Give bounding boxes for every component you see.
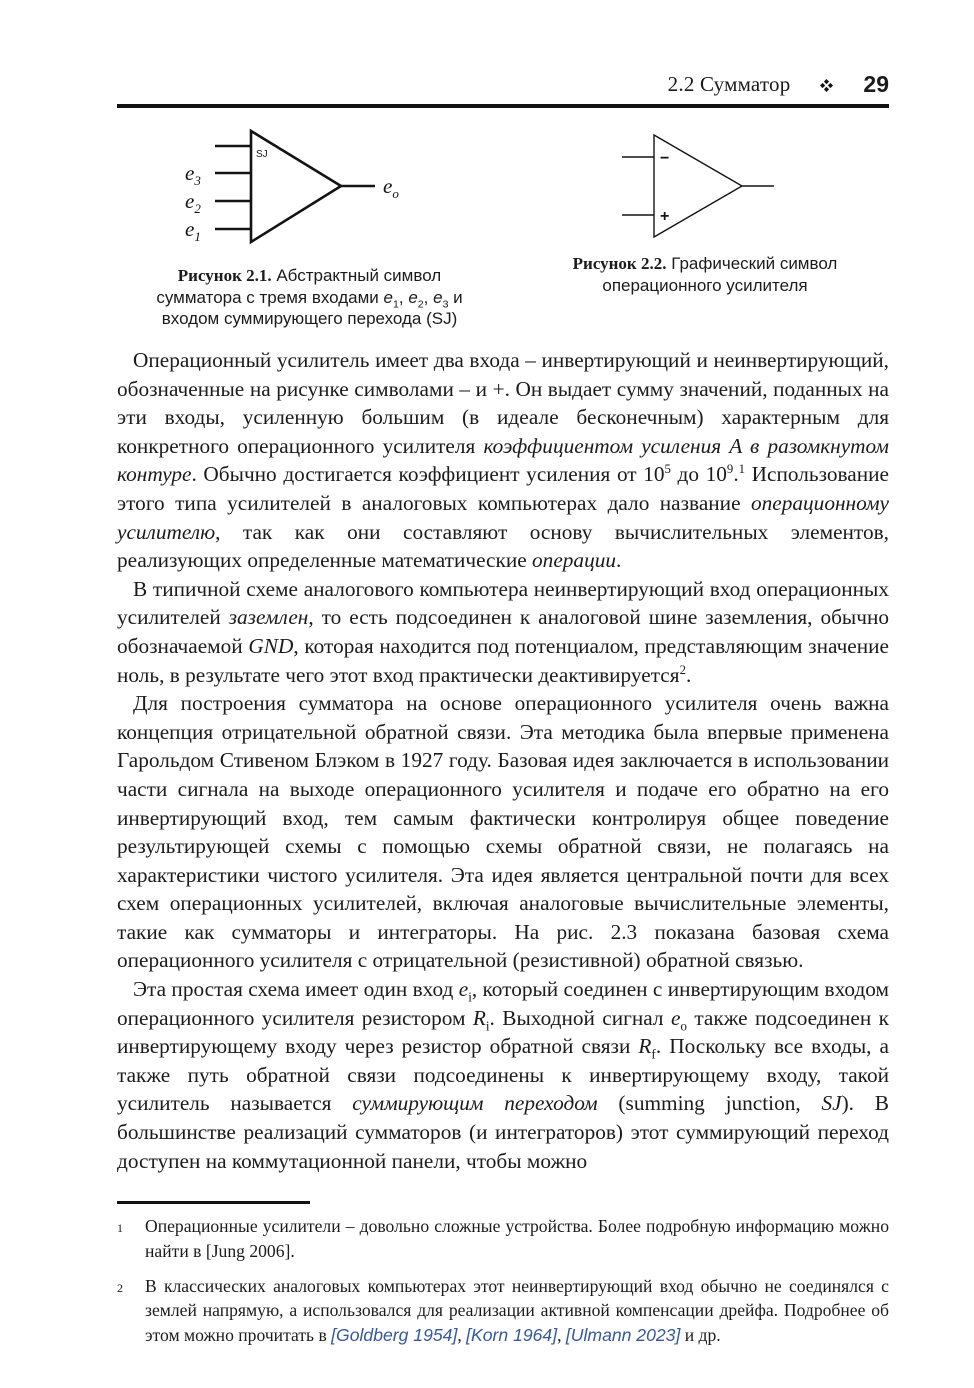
plus-sign-label: +: [660, 208, 670, 225]
text-segment: В классических аналоговых компьютерах этот неинвертирующий вход обычно не соединялся с землей напрямую, а использовался для реализации активной компенсации дрейфа. Подробнее об этом можно прочитать в: [145, 1276, 889, 1345]
text-segment: , который соединен с инвертирующим входом операционного усилителя резистором: [117, 977, 889, 1030]
text-segment: Рисунок 2.1.: [177, 266, 272, 285]
footnote-text: [145, 1274, 889, 1347]
text-segment: . Выходной сигнал: [489, 1005, 671, 1030]
text-segment: Операционные усилители – довольно сложные устройства. Более подробную информацию можно найти в [Jung 2006].: [145, 1216, 889, 1261]
footnote-text: [145, 1214, 889, 1263]
footnote-marker: 1: [117, 1221, 123, 1236]
text-segment: заземлен: [228, 605, 309, 630]
text-segment: Использование этого типа усилителей в аналоговых компьютерах дало название: [117, 462, 889, 515]
text-segment: R: [638, 1034, 652, 1059]
text-segment: o: [680, 1017, 687, 1033]
summer-triangle: [251, 131, 341, 242]
footnote-separator-rule: [117, 1201, 310, 1204]
body-text: [117, 346, 889, 1175]
text-segment: ,: [457, 1324, 467, 1345]
input-label-e2: [185, 189, 201, 216]
text-segment: Абстрактный символ сумматора с тремя входами: [156, 266, 442, 307]
text-segment: Эта простая схема имеет один вход: [133, 977, 459, 1002]
label-sub: 2: [193, 201, 201, 216]
text-segment: R: [472, 1005, 486, 1030]
footnote-marker: 2: [117, 1281, 123, 1296]
text-segment: операции: [532, 548, 617, 573]
reference-link[interactable]: [Goldberg 1954]: [331, 1324, 458, 1345]
text-segment: , так как они составляют основу вычислительных элементов, реализующих определенные математические: [117, 519, 889, 573]
figure-2-2: [521, 126, 889, 334]
text-segment: . Обычно достигается коэффициент усиления от 10: [191, 462, 665, 487]
label-base: e: [184, 161, 194, 185]
opamp-symbol-diagram: [620, 132, 790, 244]
label-sub: o: [391, 186, 399, 201]
text-segment: и входом суммирующего перехода (SJ): [161, 287, 463, 328]
paragraph-4: [117, 975, 889, 1175]
text-segment: ,: [423, 287, 434, 307]
summer-abstract-symbol-diagram: [155, 126, 465, 256]
text-segment: ,: [398, 287, 409, 307]
text-segment: e: [383, 287, 393, 307]
text-segment: i: [485, 1017, 490, 1033]
text-segment: 5: [664, 462, 671, 477]
page-number: 29: [863, 70, 889, 97]
label-base: e: [382, 174, 392, 198]
text-segment: . Поскольку все входы, а также путь обратной связи подсоединены к инвертирующему входу, такой усилитель называется: [117, 1034, 889, 1116]
text-segment: SJ: [821, 1091, 842, 1116]
text-segment: 2: [417, 297, 424, 310]
sj-port-label: SJ: [255, 149, 268, 160]
text-segment: и др.: [680, 1324, 721, 1345]
text-segment: e: [433, 287, 443, 307]
text-segment: также подсоединен к инвертирующему входу через резистор обратной связи: [117, 1005, 890, 1059]
text-segment: , то есть подсоединен к аналоговой шине заземления, обычно обозначаемой: [117, 605, 889, 658]
label-sub: 1: [193, 229, 201, 244]
text-segment: .: [733, 462, 739, 487]
text-segment: В типичной схеме аналогового компьютера неинвертирующий вход операционных усилителей: [117, 576, 889, 630]
footnote-1: [117, 1214, 889, 1263]
input-label-e3: [185, 161, 201, 188]
text-segment: GND: [248, 633, 294, 658]
text-segment: f: [651, 1046, 656, 1062]
text-segment: (summing junction,: [597, 1091, 822, 1116]
minus-sign-label: −: [660, 150, 670, 167]
reference-link[interactable]: [Ulmann 2023]: [565, 1324, 681, 1345]
text-segment: 3: [442, 297, 449, 310]
label-sub: 3: [193, 173, 201, 188]
text-segment: 2: [679, 662, 686, 677]
label-base: e: [184, 217, 194, 241]
text-segment: Операционный усилитель имеет два входа – инвертирующий и неинвертирующий, обозначенные на рисунке символами – и +. Он выдает сумму значений, поданных на эти входы, усиленную большим (в идеале бесконечным) характерным для конкретного операционного усилителя: [117, 348, 889, 458]
figure-2-1: [117, 126, 502, 334]
input-label-e1: [185, 217, 201, 244]
text-segment: e: [458, 977, 469, 1002]
figure-2-2-caption: [555, 253, 855, 296]
label-base: e: [184, 189, 194, 213]
text-segment: коэффициентом усиления A в разомкнутом контуре: [117, 433, 889, 487]
text-segment: 9: [726, 462, 734, 477]
output-label-eo: [383, 174, 399, 201]
text-segment: .: [685, 662, 692, 687]
page-header: [117, 70, 889, 98]
text-segment: e: [408, 287, 418, 307]
text-segment: Графический символ операционного усилителя: [602, 254, 838, 295]
text-segment: до 10: [670, 462, 727, 487]
text-segment: Рисунок 2.2.: [572, 254, 667, 273]
figure-2-1-caption: [137, 265, 483, 330]
running-head-section: 2.2 Сумматор: [667, 71, 791, 96]
text-segment: Для построения сумматора на основе операционного усилителя очень важна концепция отрицательной обратной связи. Эта методика была впервые применена Гарольдом Стивеном Блэком в 1927 году. Базовая идея заключается в использовании части сигнала на выходе операционного усилителя и подаче его обратно на его инвертирующий вход, тем самым фактически контролируя общее поведение результирующей схемы с помощью схемы обратной связи, не полагаясь на характеристики чистого усилителя. Эта идея является центральной почти для всех схем операционных усилителей, включая аналоговые вычислительные элементы, такие как сумматоры и интеграторы. На рис. 2.3 показана базовая схема операционного усилителя с отрицательной (резистивной) обратной связью.: [117, 691, 889, 973]
quad-diamond-ornament-icon: [820, 79, 833, 92]
text-segment: ,: [557, 1324, 566, 1345]
paragraph-1: [117, 346, 889, 575]
text-segment: 1: [393, 297, 399, 310]
text-segment: , которая находится под потенциалом, представляющим значение ноль, в результате чего этот вход практически деактивируется: [117, 633, 889, 687]
paragraph-3: [117, 689, 889, 975]
text-segment: .: [616, 548, 622, 573]
footnotes-block: [117, 1201, 889, 1347]
text-segment: ). В большинстве реализаций сумматоров (и интеграторов) этот суммирующий переход доступен на коммутационной панели, чтобы можно: [117, 1091, 889, 1173]
paragraph-2: [117, 575, 889, 689]
text-segment: операционному усилителю: [117, 490, 889, 544]
text-segment: 1: [738, 462, 746, 477]
reference-link[interactable]: [Korn 1964]: [466, 1324, 558, 1345]
figures-row: [117, 126, 889, 334]
text-segment: суммирующим переходом: [352, 1091, 598, 1116]
header-rule: [117, 104, 889, 108]
footnote-2: [117, 1274, 889, 1347]
text-segment: i: [468, 989, 472, 1005]
text-segment: e: [670, 1005, 681, 1030]
